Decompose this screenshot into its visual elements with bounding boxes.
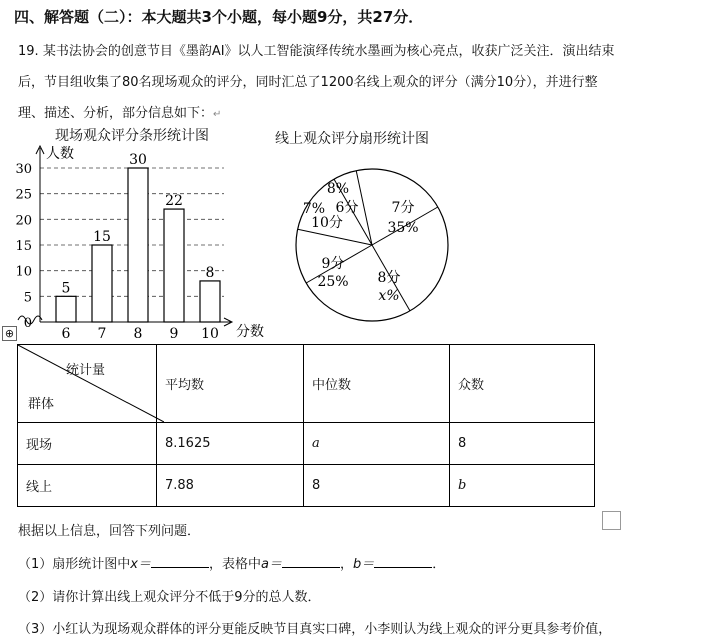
x-tick-label: 6 <box>61 326 71 342</box>
x-tick-label: 8 <box>133 326 143 342</box>
question-text-3: 理、描述、分析，部分信息如下： <box>18 106 214 121</box>
row-cell: b <box>450 465 595 507</box>
row-cell: 8 <box>304 465 450 507</box>
y-tick-label: 20 <box>15 213 32 229</box>
after-table-text: 根据以上信息，回答下列问题． <box>18 524 201 539</box>
table-row <box>18 423 595 465</box>
q1-text: （1）扇形统计图中 <box>18 557 131 572</box>
q1-b-blank[interactable] <box>374 555 432 568</box>
pie-percent-label: 25% <box>317 274 349 290</box>
header-mean: 平均数 <box>157 345 304 423</box>
q1-a-label: a＝ <box>261 557 282 572</box>
bar <box>200 281 220 322</box>
q1-b-label: b＝ <box>352 557 375 572</box>
pie-slice-label: 7分 <box>391 200 415 216</box>
q1-text-2: ，表格中 <box>208 557 261 572</box>
row-group: 线上 <box>18 465 157 507</box>
bar-data-label: 5 <box>61 280 71 297</box>
q1-x-blank[interactable] <box>151 555 209 568</box>
return-mark: ↵ <box>213 109 222 120</box>
bar <box>128 168 148 322</box>
bar <box>92 245 112 322</box>
sub-question-3: （3）小红认为现场观众群体的评分更能反映节目真实口碑，小李则认为线上观众的评分更具参考价值， <box>18 622 612 637</box>
y-axis-label: 人数 <box>46 146 74 162</box>
pie-slice-label: 10分 <box>311 215 343 231</box>
pie-percent-label: 8% <box>326 181 350 197</box>
q1-a-blank[interactable] <box>282 555 340 568</box>
row-cell: a <box>304 423 450 465</box>
row-cell: 7.88 <box>157 465 304 507</box>
x-tick-label: 7 <box>97 326 107 342</box>
pie-percent-label: x% <box>378 288 400 304</box>
bar-data-label: 8 <box>205 264 215 281</box>
pie-percent-label: 7% <box>302 201 326 217</box>
bar-data-label: 15 <box>93 229 111 245</box>
bar-data-label: 30 <box>129 152 147 168</box>
question-text-1: 某书法协会的创意节目《墨韵AI》以人工智能演绎传统水墨画为核心亮点，收获广泛关注．演出结束 <box>42 44 615 59</box>
header-median: 中位数 <box>304 345 450 423</box>
sub-question-1 <box>18 553 445 572</box>
y-tick-label: 15 <box>15 239 32 254</box>
pie-chart <box>285 160 470 330</box>
bar <box>56 296 76 322</box>
table-row <box>18 465 595 507</box>
table-move-handle-icon[interactable]: ⊕ <box>2 326 17 341</box>
bar-chart <box>0 140 280 345</box>
section-heading: 四、解答题（二）：本大题共3个小题，每小题9分，共27分． <box>14 8 424 26</box>
y-tick-label: 10 <box>15 264 32 280</box>
question-line-2: 后，节目组收集了80名现场观众的评分，同时汇总了1200名线上观众的评分（满分10分），并进行整 <box>18 75 598 90</box>
sub-question-2: （2）请你计算出线上观众评分不低于9分的总人数． <box>18 590 321 605</box>
corner-top-label: 统计量 <box>66 363 106 378</box>
bar-data-label: 22 <box>165 193 183 210</box>
pie-chart-title: 线上观众评分扇形统计图 <box>275 131 429 147</box>
pie-percent-label: 35% <box>387 220 419 236</box>
table-end-marker <box>602 511 621 530</box>
x-tick-label: 9 <box>169 326 179 342</box>
y-tick-label: 25 <box>15 187 32 203</box>
table-header-row <box>18 345 595 423</box>
question-number: 19. <box>18 44 39 59</box>
pie-slice-label: 6分 <box>335 200 359 216</box>
y-tick-label: 5 <box>23 290 32 306</box>
corner-cell <box>18 345 157 423</box>
header-mode: 众数 <box>450 345 595 423</box>
x-axis-label: 分数 <box>236 324 264 340</box>
q1-text-3: ， <box>339 557 353 572</box>
y-tick-label: 30 <box>15 162 32 177</box>
row-group: 现场 <box>18 423 157 465</box>
bar <box>164 209 184 322</box>
pie-slice-label: 9分 <box>321 256 345 272</box>
question-line-3 <box>18 102 221 121</box>
bar-chart-title: 现场观众评分条形统计图 <box>55 128 209 144</box>
pie-slice-label: 8分 <box>377 270 401 286</box>
x-tick-label: 10 <box>201 326 219 342</box>
q1-x-label: x＝ <box>130 557 151 572</box>
corner-bottom-label: 群体 <box>28 397 55 412</box>
row-cell: 8 <box>450 423 595 465</box>
question-line-1 <box>18 40 615 59</box>
y-tick-label: 0 <box>23 316 32 331</box>
row-cell: 8.1625 <box>157 423 304 465</box>
statistics-table <box>17 344 595 507</box>
q1-end: ． <box>432 557 446 572</box>
